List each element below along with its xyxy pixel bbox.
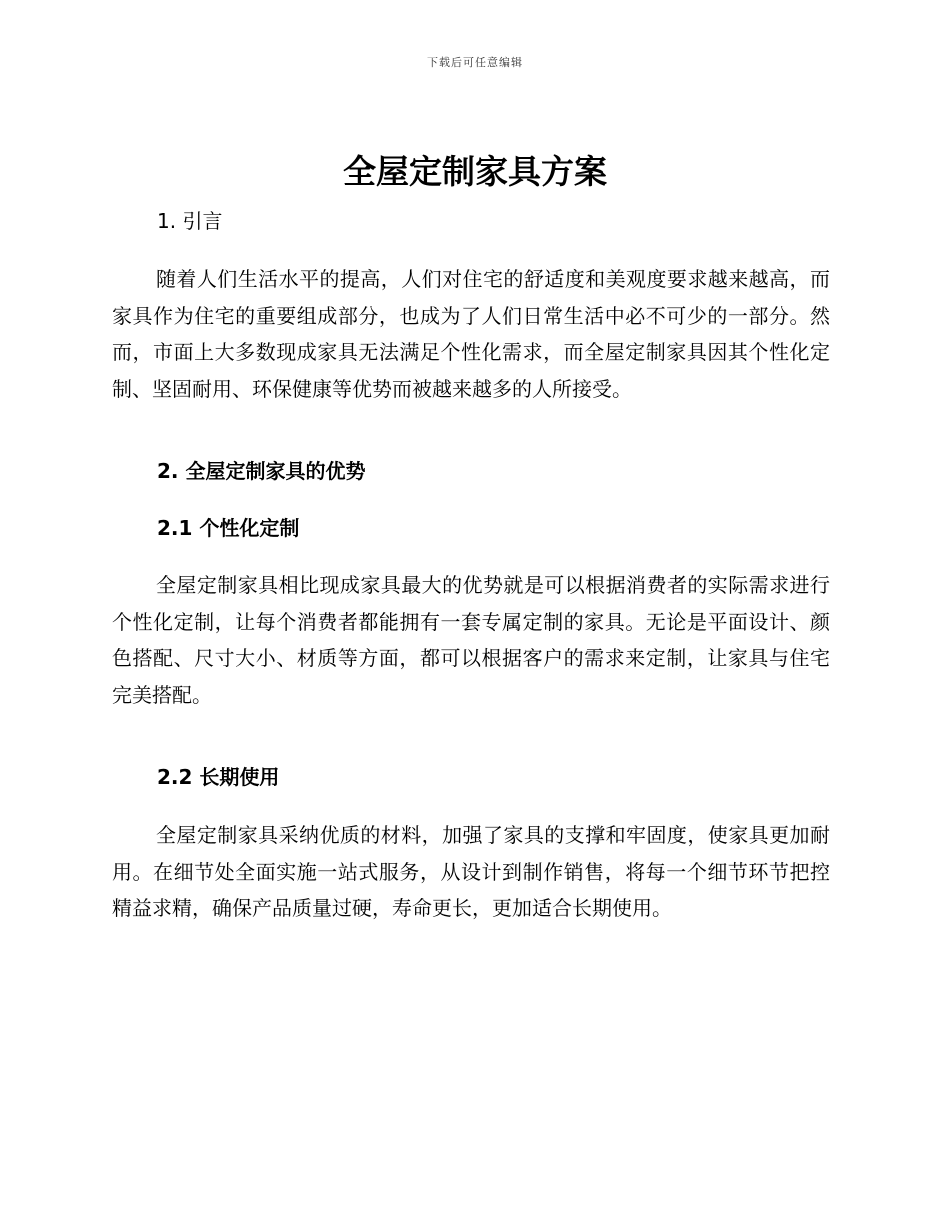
paragraph-long-term-use: 全屋定制家具采纳优质的材料，加强了家具的支撑和牢固度，使家具更加耐用。在细节处全面实施一站式服务，从设计到制作销售，将每一个细节环节把控精益求精，确保产品质量过硬，寿命更长，更加适合长期使用。 — [112, 823, 830, 920]
paragraph-introduction: 随着人们生活水平的提高，人们对住宅的舒适度和美观度要求越来越高，而家具作为住宅的重要组成部分，也成为了人们日常生活中必不可少的一部分。然而，市面上大多数现成家具无法满足个性化需求，而全屋定制家具因其个性化定制、坚固耐用、环保健康等优势而被越来越多的人所接受。 — [112, 267, 830, 401]
paragraph-personalization: 全屋定制家具相比现成家具最大的优势就是可以根据消费者的实际需求进行个性化定制，让每个消费者都能拥有一套专属定制的家具。无论是平面设计、颜色搭配、尺寸大小、材质等方面，都可以根据客户的需求来定制，让家具与住宅完美搭配。 — [112, 573, 830, 707]
section-heading-introduction: 1. 引言 — [157, 209, 223, 233]
subsection-heading-personalization: 2.1 个性化定制 — [157, 516, 300, 540]
section-heading-advantages: 2. 全屋定制家具的优势 — [157, 459, 366, 483]
document-title: 全屋定制家具方案 — [343, 152, 607, 191]
page-header-note: 下载后可任意编辑 — [427, 56, 523, 69]
subsection-heading-long-term-use: 2.2 长期使用 — [157, 765, 280, 789]
